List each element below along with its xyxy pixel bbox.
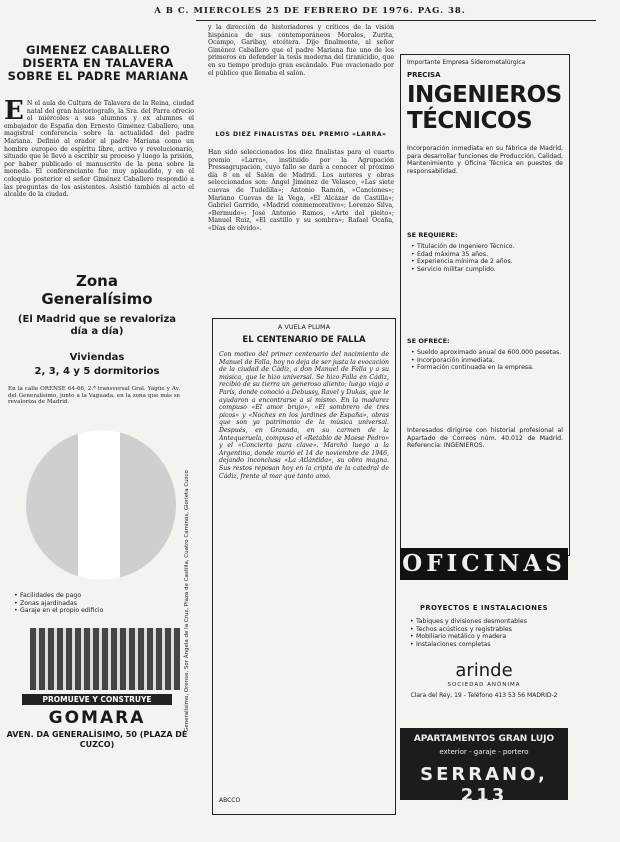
header-rule — [196, 20, 596, 21]
building-image — [30, 628, 180, 690]
precisa-label: PRECISA — [407, 71, 441, 79]
engineers-title: INGENIEROS TÉCNICOS — [407, 82, 562, 134]
feature-item: • Zonas ajardinadas — [20, 600, 170, 608]
apartment-ad — [400, 728, 568, 806]
zona-title: Zona — [76, 272, 118, 290]
oficinas-item: • Mobiliario metálico y madera — [416, 633, 566, 641]
larra-body: Han sido seleccionados los diez finalistas para el cuarto premio «Larra», instituido por la Agrupación Pressagrupación, cuyo fallo se dará a conocer el próximo día 8 en el Salón de Madrid. Los autores y obras seleccionados son: Ángel Jiménez de Velasco, «Las siete cuevas de Tudelilla»; Antonio Ramón, «Canciones»; Mariano Cuevas de la Vega, «El Alcázar de Castilla»; Gabriel Garrido, «Madrid conmemorativo»; Lorenzo Silva, «Bermudo»; José Antonio Ramos, «Arte del pleito»; Manuel Ruiz, «El castillo y su sombra»; Rafael Ocaña, «Días de olvido». — [208, 149, 394, 232]
left-article-text: N el aula de Cultura de Talavera de la Reina, ciudad natal del gran historiografo, la Sra. del Parra ofrecio el miércoles a sus alumnos y ex alumnos el embajador de España don Ernesto Giménez Caballero, una magistral conferencia sobre la actualidad del padre Mariana. Definió al orador al padre Mariana como un hombre europeo de espíritu libre, activo y revolucionario, situado que le llevó a escribir su proceso y luego la prisión, por haber publicado el manuscrito de la pena sobre la moneda. El conferenciante fue muy aplaudido, y en el coloquio posterior el señor Giménez Caballero respondió a las preguntas de los asistentes. Asistió también al acto el alcalde de la ciudad. — [4, 100, 194, 199]
center-intro: y la dirección de historiadores y críticos de la visión hispánica de sus contemporáneos Morales, Zurita, Ocampo, Garibay, etcétera. Dijo finalmente, al señor Giménez Caballero que el padre Mariana fue uno de los primeros en defender la tesis moderna del tiranicidio, que en su tiempo produjo gran escándalo. Fue ovacionado por el público que llenaba el salón. — [208, 24, 394, 77]
zona-map-image — [26, 430, 176, 580]
viviendas-label: Viviendas — [69, 352, 125, 363]
larra-subhead: LOS DIEZ FINALISTAS DEL PREMIO «LARRA» — [215, 131, 387, 138]
gomara-brand: GOMARA — [48, 708, 146, 728]
company-line: Importante Empresa Siderometalúrgica — [407, 59, 526, 66]
arinde-sub: SOCIEDAD ANÓNIMA — [447, 682, 521, 688]
oficinas-item: • Techos acústicos y registrables — [416, 626, 566, 634]
apt-line1: APARTAMENTOS GRAN LUJO — [413, 734, 555, 744]
requirement-item: • Titulación de Ingeniero Técnico. — [417, 243, 567, 251]
zona-features — [14, 592, 170, 615]
left-article-body — [4, 96, 194, 199]
page-header: A B C. MIERCOLES 25 DE FEBRERO DE 1976. PAG. 38. — [154, 6, 466, 16]
oficinas-sub: PROYECTOS E INSTALACIONES — [419, 604, 549, 612]
offers-head: SE OFRECE: — [407, 337, 450, 345]
falla-title: EL CENTENARIO DE FALLA — [242, 335, 366, 345]
gomara-address: AVEN. DA GENERALÍSIMO, 50 (PLAZA DE CUZCO) — [6, 730, 188, 749]
requires-head: SE REQUIERE: — [407, 231, 458, 239]
arinde-logo: arinde — [455, 660, 513, 681]
falla-kicker: A VUELA PLUMA — [277, 323, 331, 331]
dormitorios-label: 2, 3, 4 y 5 dormitorios — [34, 366, 160, 377]
oficinas-item: • Instalaciones completas — [416, 641, 566, 649]
offers-list — [411, 349, 567, 372]
falla-box — [212, 318, 396, 815]
offer-item: • Sueldo aproximado anual de 600.000 pesetas. — [417, 349, 567, 357]
falla-body: Con motivo del primer centenario del nacimiento de Manuel de Falla, hoy no deja de ser justa la evocación de la ciudad de Cádiz, a don Manuel de Falla y a su música, que le hizo universal. Se hizo Falla en Cádiz, recibió de su tierra un generoso aliento; luego viajó a París, donde conoció a Debussy, Ravel y Dukas, que le ayudaron a encontrarse a sí mismo. En la madurez compuso «El amor brujo», «El sombrero de tres picos» y «Noches en los jardines de España», obras que son ya patrimonio de la música universal. Después, en Granada, en su carmen de la Antequeruela, compuso el «Retablo de Maese Pedro» y el «Concierto para clave». Marchó luego a la Argentina, donde murió el 14 de noviembre de 1946, dejando inconclusa «La Atlántida», su obra magna. Sus restos reposan hoy en la cripta de la catedral de Cádiz, frente al mar que tanto amó. — [219, 351, 389, 480]
apt-line2: exterior - garaje - portero — [439, 748, 529, 756]
feature-item: • Facilidades de pago — [20, 592, 170, 600]
dropcap: E — [4, 96, 24, 126]
left-headline: GIMENEZ CABALLERO DISERTA EN TALAVERA SOBRE EL PADRE MARIANA — [7, 43, 189, 83]
falla-signature: ABCCO — [219, 797, 241, 804]
engineers-ad — [400, 54, 570, 556]
zona-subtitle: (El Madrid que se revaloriza día a día) — [17, 314, 177, 337]
oficinas-banner: OFICINAS — [400, 548, 568, 580]
oficinas-items — [410, 618, 566, 648]
zona-info: En la calle ORENSE 64-66, 2.ª transversal Gral. Yagüe y Av. del Generalísimo, junto a la Vaguada, en la zona que más se revaloriza de Madrid. — [8, 386, 180, 406]
zona-title-2: Generalísimo — [41, 290, 153, 308]
arinde-address: Clara del Rey, 19 - Teléfono 413 53 56 MADRID-2 — [410, 692, 558, 699]
requirement-item: • Servicio militar cumplido. — [417, 266, 567, 274]
engineers-contact: Interesados dirigirse con historial profesional al Apartado de Correos núm. 40.012 de Madrid. Referencia: INGENIEROS. — [407, 427, 563, 450]
oficinas-item: • Tabiques y divisiones desmontables — [416, 618, 566, 626]
requirement-item: • Experiencia mínima de 2 años. — [417, 258, 567, 266]
requirement-item: • Edad máxima 35 años. — [417, 251, 567, 259]
offer-item: • Incorporación inmediata. — [417, 357, 567, 365]
promueve-label: PROMUEVE Y CONSTRUYE — [22, 694, 172, 705]
zona-vertical-text: Generalísimo, Orense, Sor Ángela de la Cruz, Plaza de Castilla, Cuatro Caminos, Glorieta Cuzco — [184, 470, 190, 732]
apt-line3: SERRANO, 213 — [420, 764, 548, 806]
engineers-intro: Incorporación inmediata en su fábrica de Madrid, para desarrollar funciones de Producción, Calidad, Mantenimiento y Oficina Técnica en puestos de responsabilidad. — [407, 145, 563, 175]
offer-item: • Formación continuada en la empresa. — [417, 364, 567, 372]
requires-list — [411, 243, 567, 273]
feature-item: • Garaje en el propio edificio — [20, 607, 170, 615]
